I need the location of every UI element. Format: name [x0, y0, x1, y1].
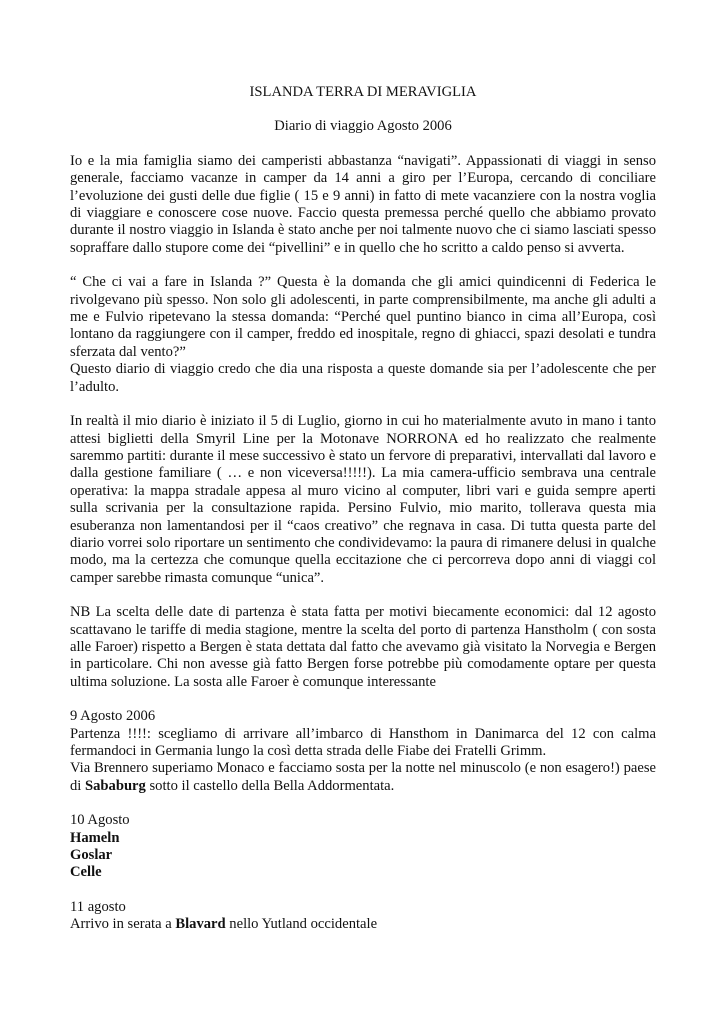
- diary-entry-9-august: [70, 708, 656, 795]
- document-page: [70, 84, 656, 951]
- entry-text-2-post: sotto il castello della Bella Addormentata.: [145, 777, 395, 794]
- answer-paragraph: Questo diario di viaggio credo che dia una risposta a queste domande sia per l’adolescente che per l’adulto.: [70, 361, 656, 395]
- document-title: ISLANDA TERRA DI MERAVIGLIA: [249, 84, 477, 100]
- entry-text: Partenza !!!!: scegliamo di arrivare all’imbarco di Hansthom in Danimarca del 12 con calma fermandoci in Germania lungo la così detta strada delle Fiabe dei Fratelli Grimm.: [70, 725, 656, 759]
- question-paragraph: “ Che ci vai a fare in Islanda ?” Questa è la domanda che gli amici quindicenni di Federica le rivolgevano più spesso. Non solo gli adolescenti, in parte comprensibilmente, ma anche gli adulti a me e Fulvio ripetevano la stessa domanda: “Perché quel puntino bianco in cima all’Europa, così lontano da raggiungere con il camper, freddo ed inospitale, regno di ghiacci, spazi desolati e tundra sferzata dal vento?”: [70, 274, 656, 360]
- place-name: Hameln: [70, 829, 120, 846]
- entry-date: 9 Agosto 2006: [70, 708, 156, 725]
- diary-entry-11-august: [70, 899, 656, 934]
- entry-date: 11 agosto: [70, 898, 126, 915]
- entry-text-2: [70, 760, 656, 795]
- place-name: Celle: [70, 864, 102, 881]
- entry-text: [70, 916, 656, 933]
- diary-entry-10-august: [70, 812, 656, 882]
- document-subtitle: Diario di viaggio Agosto 2006: [274, 118, 452, 135]
- entry-date: 10 Agosto: [70, 812, 130, 829]
- place-name: Blavard: [175, 916, 226, 933]
- entry-text-pre: Arrivo in serata a: [70, 916, 176, 933]
- note-paragraph: NB La scelta delle date di partenza è stata fatta per motivi biecamente economici: dal 12 agosto scattavano le tariffe di media stagione, mentre la scelta del porto di partenza Hanstholm ( con sosta alle Faroer) rispetto a Bergen è stata dettata dal fatto che avevamo già visitato la Norvegia e Bergen in particolare. Chi non avesse già fatto Bergen forse potrebbe più comodamente optare per questa ultima soluzione. La sosta alle Faroer è comunque interessante: [70, 604, 656, 690]
- place-name: Sababurg: [85, 777, 146, 794]
- preparation-paragraph: In realtà il mio diario è iniziato il 5 di Luglio, giorno in cui ho materialmente avuto in mano i tanto attesi biglietti della Smyril Line per la Motonave NORRONA ed ho realizzato che realmente saremmo partiti: durante il mese successivo è stato un fervore di preparativi, intervallati dal lavoro e dalla gestione familiare ( … e non viceversa!!!!!). La mia camera-ufficio sembrava una centrale operativa: la mappa stradale appesa al muro vicino al computer, libri vari e guida sempre aperti sulla scrivania per la consultazione rapida. Persino Fulvio, mio marito, tollerava questa mia esuberanza non lamentandosi per il “caos creativo” che regnava in casa. Di tutta questa parte del diario vorrei solo riportare un sentimento che condividevamo: la paura di rimanere delusi in qualche modo, ma la certezza che comunque quella eccitazione che ci percorreva dopo anni di viaggi col camper sarebbe rimasta comunque “unica”.: [70, 413, 656, 586]
- place-name: Goslar: [70, 847, 113, 864]
- intro-paragraph: Io e la mia famiglia siamo dei camperisti abbastanza “navigati”. Appassionati di viaggi in senso generale, facciamo vacanze in camper da 14 anni a giro per l’Europa, cercando di conciliare l’evoluzione dei gusti delle due figlie ( 15 e 9 anni) in fatto di mete vacanziere con la nostra voglia di viaggiare e conoscere cose nuove. Faccio questa premessa perché quello che abbiamo provato durante il nostro viaggio in Islanda è stato anche per noi talmente nuovo che ci siamo lasciati spesso sopraffare dallo stupore come dei “pivellini” e in quello che ho scritto a caldo penso si avverta.: [70, 152, 656, 256]
- entry-text-2-pre: Via Brennero superiamo Monaco e facciamo sosta per la notte nel minuscolo (e non esagero!) paese di: [70, 760, 656, 794]
- entry-text-post: nello Yutland occidentale: [225, 916, 378, 933]
